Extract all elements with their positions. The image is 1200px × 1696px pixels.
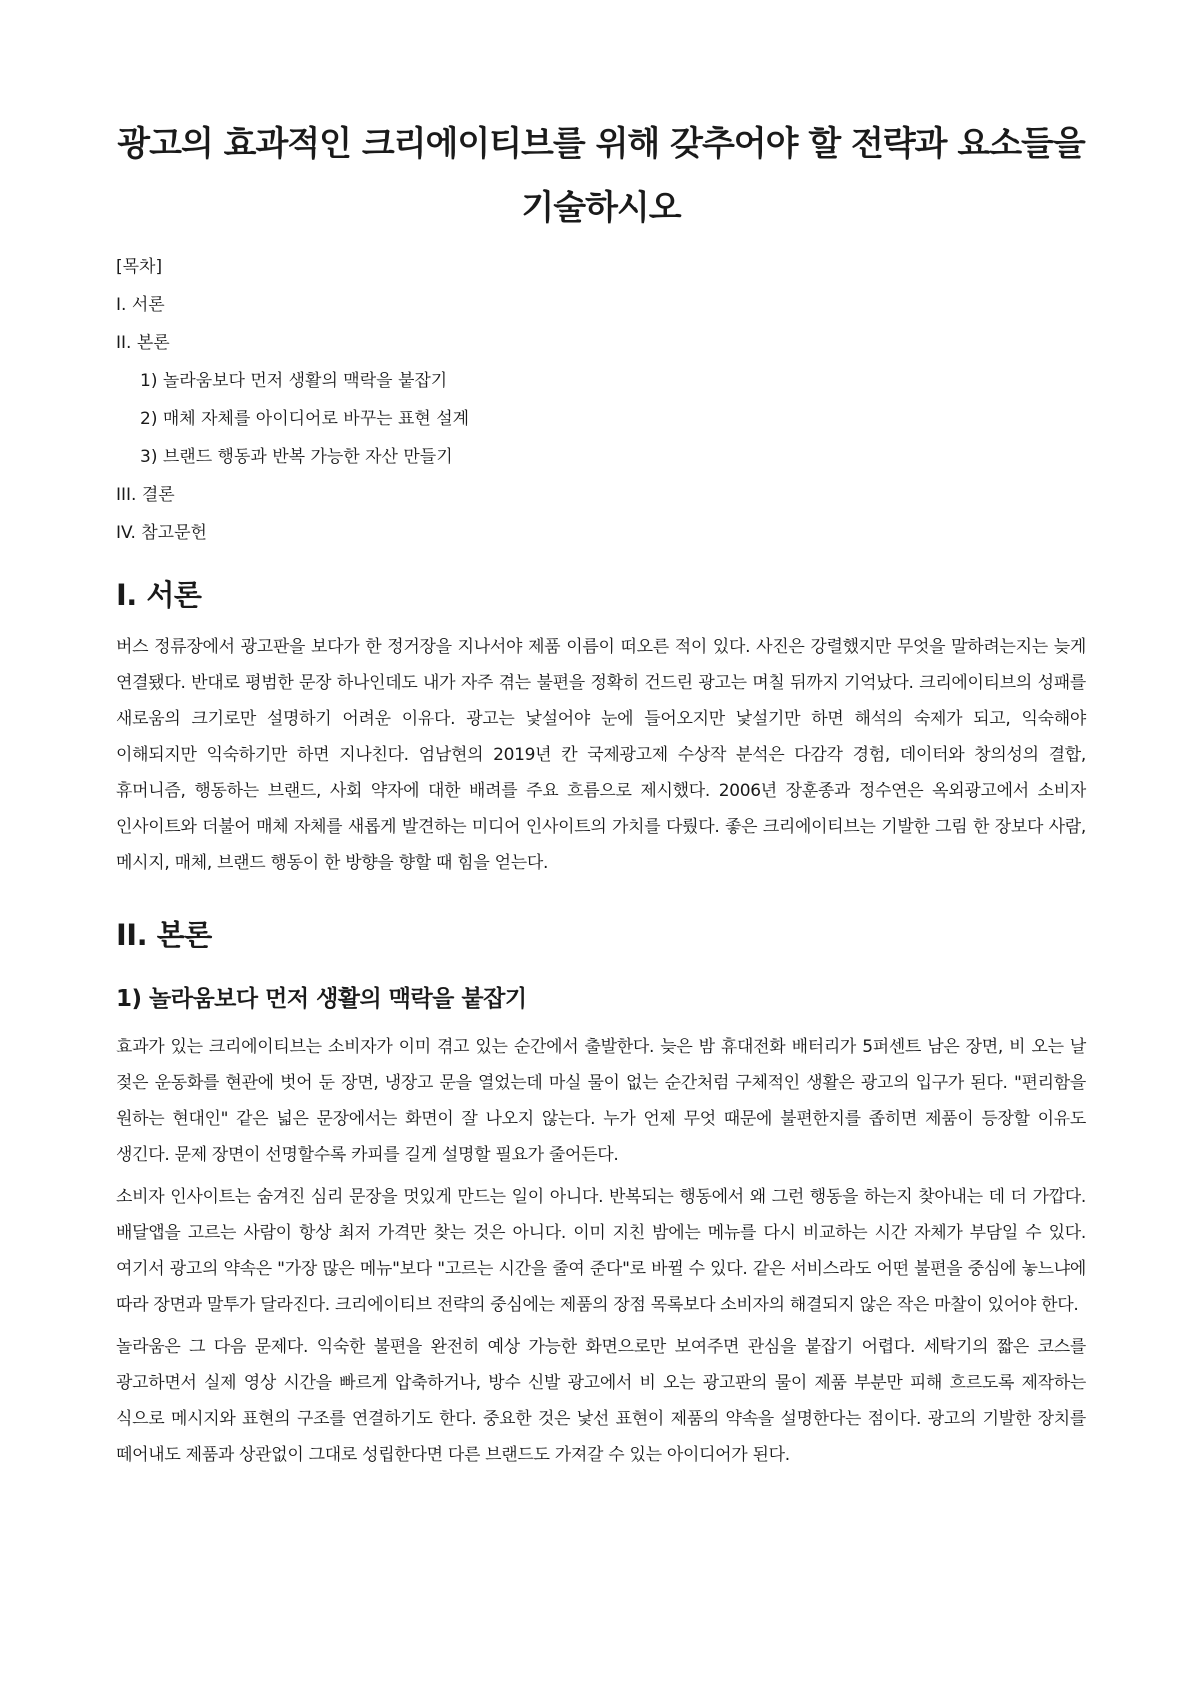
table-of-contents: [116, 256, 1086, 545]
body-paragraph-1: 효과가 있는 크리에이티브는 소비자가 이미 겪고 있는 순간에서 출발한다. 늦은 밤 휴대전화 배터리가 5퍼센트 남은 장면, 비 오는 날 젖은 운동화를 현관에 벗어 둔 장면, 냉장고 문을 열었는데 마실 물이 없는 순간처럼 구체적인 생활은 광고의 입구가 된다. "편리함을 원하는 현대인" 같은 넓은 문장에서는 화면이 잘 나오지 않는다. 누가 언제 무엇 때문에 불편한지를 좁히면 제품이 등장할 이유도 생긴다. 문제 장면이 선명할수록 카피를 길게 설명할 필요가 줄어든다.: [116, 1037, 1086, 1165]
toc-item-body-3: 3) 브랜드 행동과 반복 가능한 자산 만들기: [140, 447, 453, 467]
document-title: 광고의 효과적인 크리에이티브를 위해 갖추어야 할 전략과 요소들을 기술하시오: [117, 124, 1085, 228]
body-paragraph-2: 소비자 인사이트는 숨겨진 심리 문장을 멋있게 만드는 일이 아니다. 반복되는 행동에서 왜 그런 행동을 하는지 찾아내는 데 더 가깝다. 배달앱을 고르는 사람이 항상 최저 가격만 찾는 것은 아니다. 이미 지친 밤에는 메뉴를 다시 비교하는 시간 자체가 부담일 수 있다. 여기서 광고의 약속은 "가장 많은 메뉴"보다 "고르는 시간을 줄여 준다"로 바뀔 수 있다. 같은 서비스라도 어떤 불편을 중심에 놓느냐에 따라 장면과 말투가 달라진다. 크리에이티브 전략의 중심에는 제품의 장점 목록보다 소비자의 해결되지 않은 작은 마찰이 있어야 한다.: [116, 1187, 1086, 1315]
toc-heading: [목차]: [116, 257, 163, 277]
section-intro: [116, 573, 1086, 881]
body-paragraph-3: 놀라움은 그 다음 문제다. 익숙한 불편을 완전히 예상 가능한 화면으로만 보여주면 관심을 붙잡기 어렵다. 세탁기의 짧은 코스를 광고하면서 실제 영상 시간을 빠르게 압축하거나, 방수 신발 광고에서 비 오는 광고판의 물이 제품 부분만 피해 흐르도록 제작하는 식으로 메시지와 표현의 구조를 연결하기도 한다. 중요한 것은 낯선 표현이 제품의 약속을 설명한다는 점이다. 광고의 기발한 장치를 떼어내도 제품과 상관없이 그대로 성립한다면 다른 브랜드도 가져갈 수 있는 아이디어가 된다.: [116, 1337, 1086, 1465]
section-heading-body: II. 본론: [116, 918, 212, 952]
toc-item-body-2: 2) 매체 자체를 아이디어로 바꾸는 표현 설계: [140, 409, 470, 429]
toc-item-body-1: 1) 놀라움보다 먼저 생활의 맥락을 붙잡기: [140, 371, 448, 391]
toc-item-body: II. 본론: [116, 333, 170, 353]
toc-item-conclusion: III. 결론: [116, 485, 175, 505]
section-heading-intro: I. 서론: [116, 578, 202, 612]
document-page: [116, 112, 1086, 1479]
toc-list: [116, 294, 1086, 545]
section-body: [116, 913, 1086, 1473]
toc-item-references: IV. 참고문헌: [116, 523, 207, 543]
subsection-heading-1: 1) 놀라움보다 먼저 생활의 맥락을 붙잡기: [116, 986, 527, 1012]
intro-paragraph: 버스 정류장에서 광고판을 보다가 한 정거장을 지나서야 제품 이름이 떠오른 적이 있다. 사진은 강렬했지만 무엇을 말하려는지는 늦게 연결됐다. 반대로 평범한 문장 하나인데도 내가 자주 겪는 불편을 정확히 건드린 광고는 며칠 뒤까지 기억났다. 크리에이티브의 성패를 새로움의 크기로만 설명하기 어려운 이유다. 광고는 낯설어야 눈에 들어오지만 낯설기만 하면 해석의 숙제가 되고, 익숙해야 이해되지만 익숙하기만 하면 지나친다. 엄남현의 2019년 칸 국제광고제 수상작 분석은 다감각 경험, 데이터와 창의성의 결합, 휴머니즘, 행동하는 브랜드, 사회 약자에 대한 배려를 주요 흐름으로 제시했다. 2006년 장훈종과 정수연은 옥외광고에서 소비자 인사이트와 더불어 매체 자체를 새롭게 발견하는 미디어 인사이트의 가치를 다뤘다. 좋은 크리에이티브는 기발한 그림 한 장보다 사람, 메시지, 매체, 브랜드 행동이 한 방향을 향할 때 힘을 얻는다.: [116, 637, 1086, 873]
toc-item-intro: I. 서론: [116, 295, 165, 315]
